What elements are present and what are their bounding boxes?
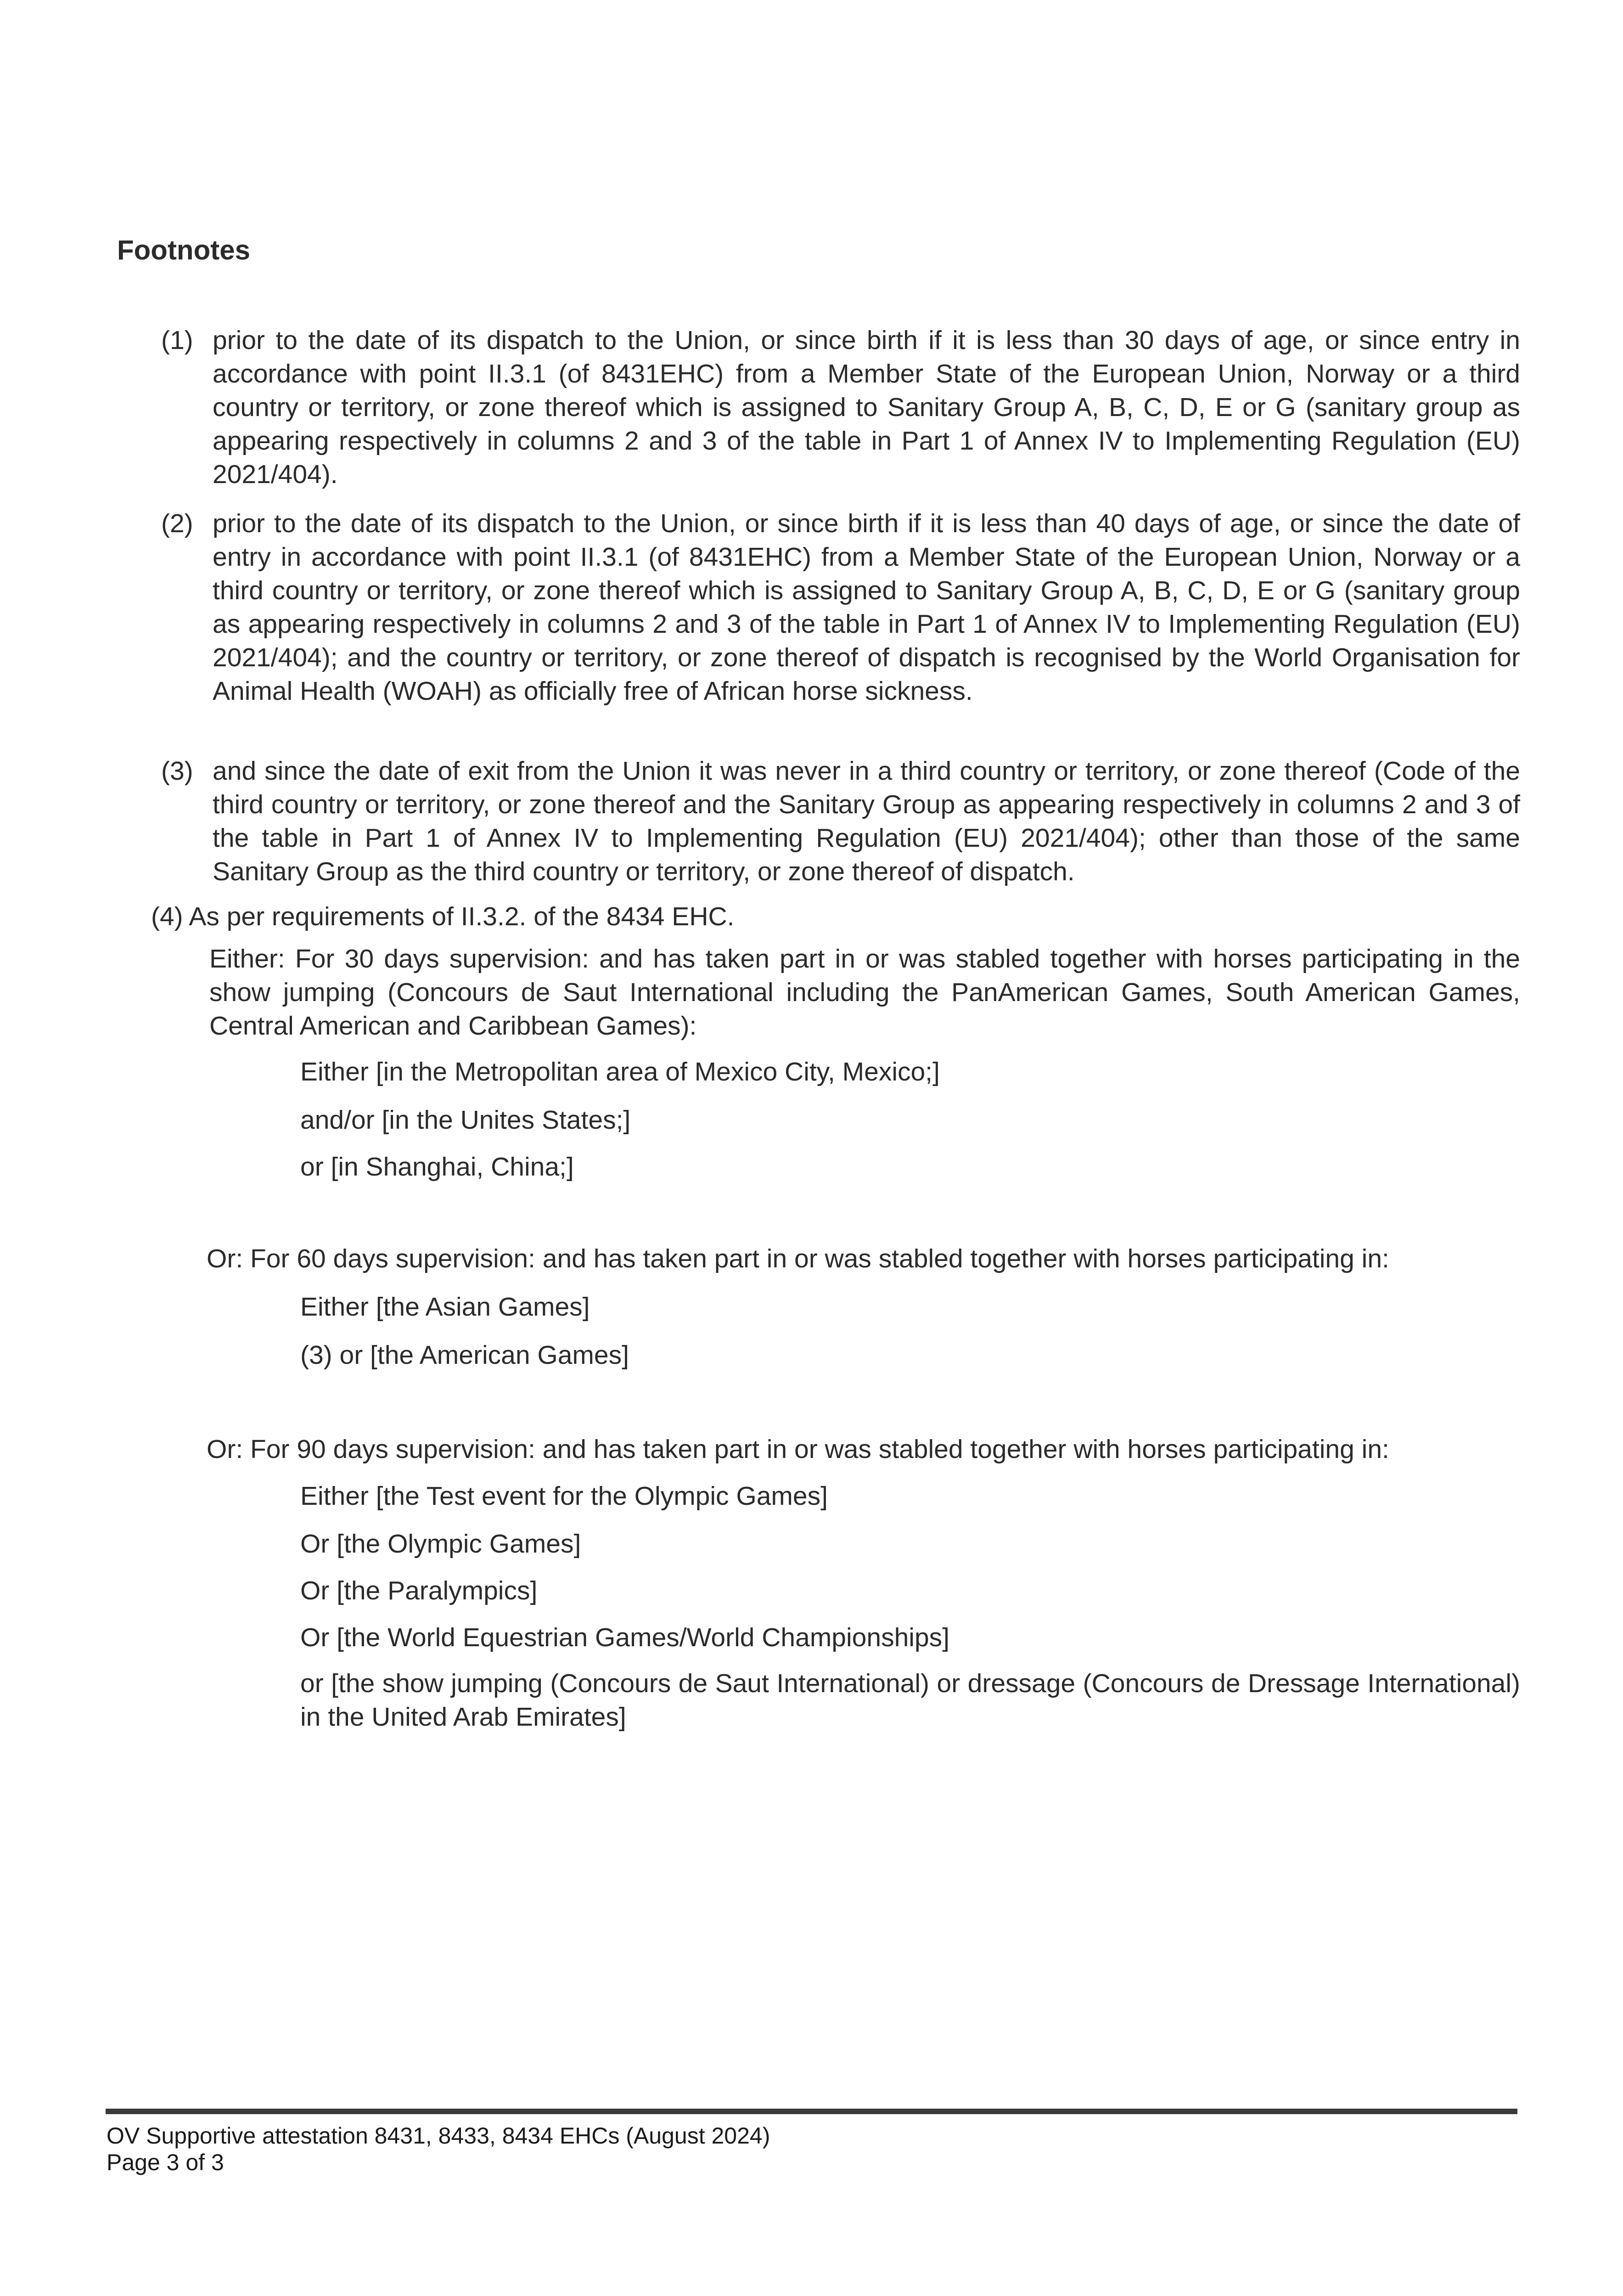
footnote-3 — [161, 754, 1520, 889]
footnotes-heading: Footnotes — [117, 235, 250, 265]
option-item: Or [the Olympic Games] — [300, 1529, 581, 1559]
option-item: Either [the Asian Games] — [300, 1292, 590, 1322]
option-item: (3) or [the American Games] — [300, 1340, 629, 1370]
footnote-number: (3) — [161, 756, 193, 786]
footnote-text: and since the date of exit from the Union it was never in a third country or territory, or zone thereof (Code of the third country or territory, or zone thereof and the Sanitary Group as appearing respectively in columns 2 and 3 of the table in Part 1 of Annex IV to Implementing Regulation (EU) 2021/404); other than those of the same Sanitary Group as the third country or territory, or zone thereof of dispatch. — [213, 756, 1520, 886]
footnote-4-title: (4) As per requirements of II.3.2. of the 8434 EHC. — [151, 902, 735, 931]
option-60-days: Or: For 60 days supervision: and has taken part in or was stabled together with horses participating in: — [207, 1244, 1389, 1273]
footer-document-title: OV Supportive attestation 8431, 8433, 8434 EHCs (August 2024) — [107, 2123, 770, 2149]
option-item: or [the show jumping (Concours de Saut International) or dressage (Concours de Dressage International) in the United Arab Emirates] — [300, 1669, 1520, 1732]
option-item: Either [in the Metropolitan area of Mexico City, Mexico;] — [300, 1057, 940, 1086]
option-item: Or [the World Equestrian Games/World Championships] — [300, 1623, 949, 1652]
footer-page-number: Page 3 of 3 — [107, 2150, 224, 2175]
option-item: or [in Shanghai, China;] — [300, 1152, 574, 1182]
footnote-1 — [161, 324, 1520, 491]
footnote-number: (1) — [161, 326, 193, 355]
footer-divider — [106, 2109, 1517, 2114]
footnote-number: (2) — [161, 509, 193, 538]
option-item: Either [the Test event for the Olympic Games] — [300, 1481, 828, 1511]
footnote-2 — [161, 507, 1520, 708]
option-30-days: Either: For 30 days supervision: and has taken part in or was stabled together with horses participating in the show jumping (Concours de Saut International including the PanAmerican Games, South American Games, Central American and Caribbean Games): — [209, 944, 1520, 1041]
option-item: and/or [in the Unites States;] — [300, 1105, 631, 1135]
option-90-days: Or: For 90 days supervision: and has taken part in or was stabled together with horses participating in: — [207, 1435, 1389, 1464]
footnote-text: prior to the date of its dispatch to the Union, or since birth if it is less than 30 days of age, or since entry in accordance with point II.3.1 (of 8431EHC) from a Member State of the European Union, Norway or a third country or territory, or zone thereof which is assigned to Sanitary Group A, B, C, D, E or G (sanitary group as appearing respectively in columns 2 and 3 of the table in Part 1 of Annex IV to Implementing Regulation (EU) 2021/404). — [213, 326, 1520, 489]
option-item: Or [the Paralympics] — [300, 1576, 538, 1605]
footnote-text: prior to the date of its dispatch to the Union, or since birth if it is less than 40 days of age, or since the date of entry in accordance with point II.3.1 (of 8431EHC) from a Member State of the European Union, Norway or a third country or territory, or zone thereof which is assigned to Sanitary Group A, B, C, D, E or G (sanitary group as appearing respectively in columns 2 and 3 of the table in Part 1 of Annex IV to Implementing Regulation (EU) 2021/404); and the country or territory, or zone thereof of dispatch is recognised by the World Organisation for Animal Health (WOAH) as officially free of African horse sickness. — [213, 509, 1520, 706]
